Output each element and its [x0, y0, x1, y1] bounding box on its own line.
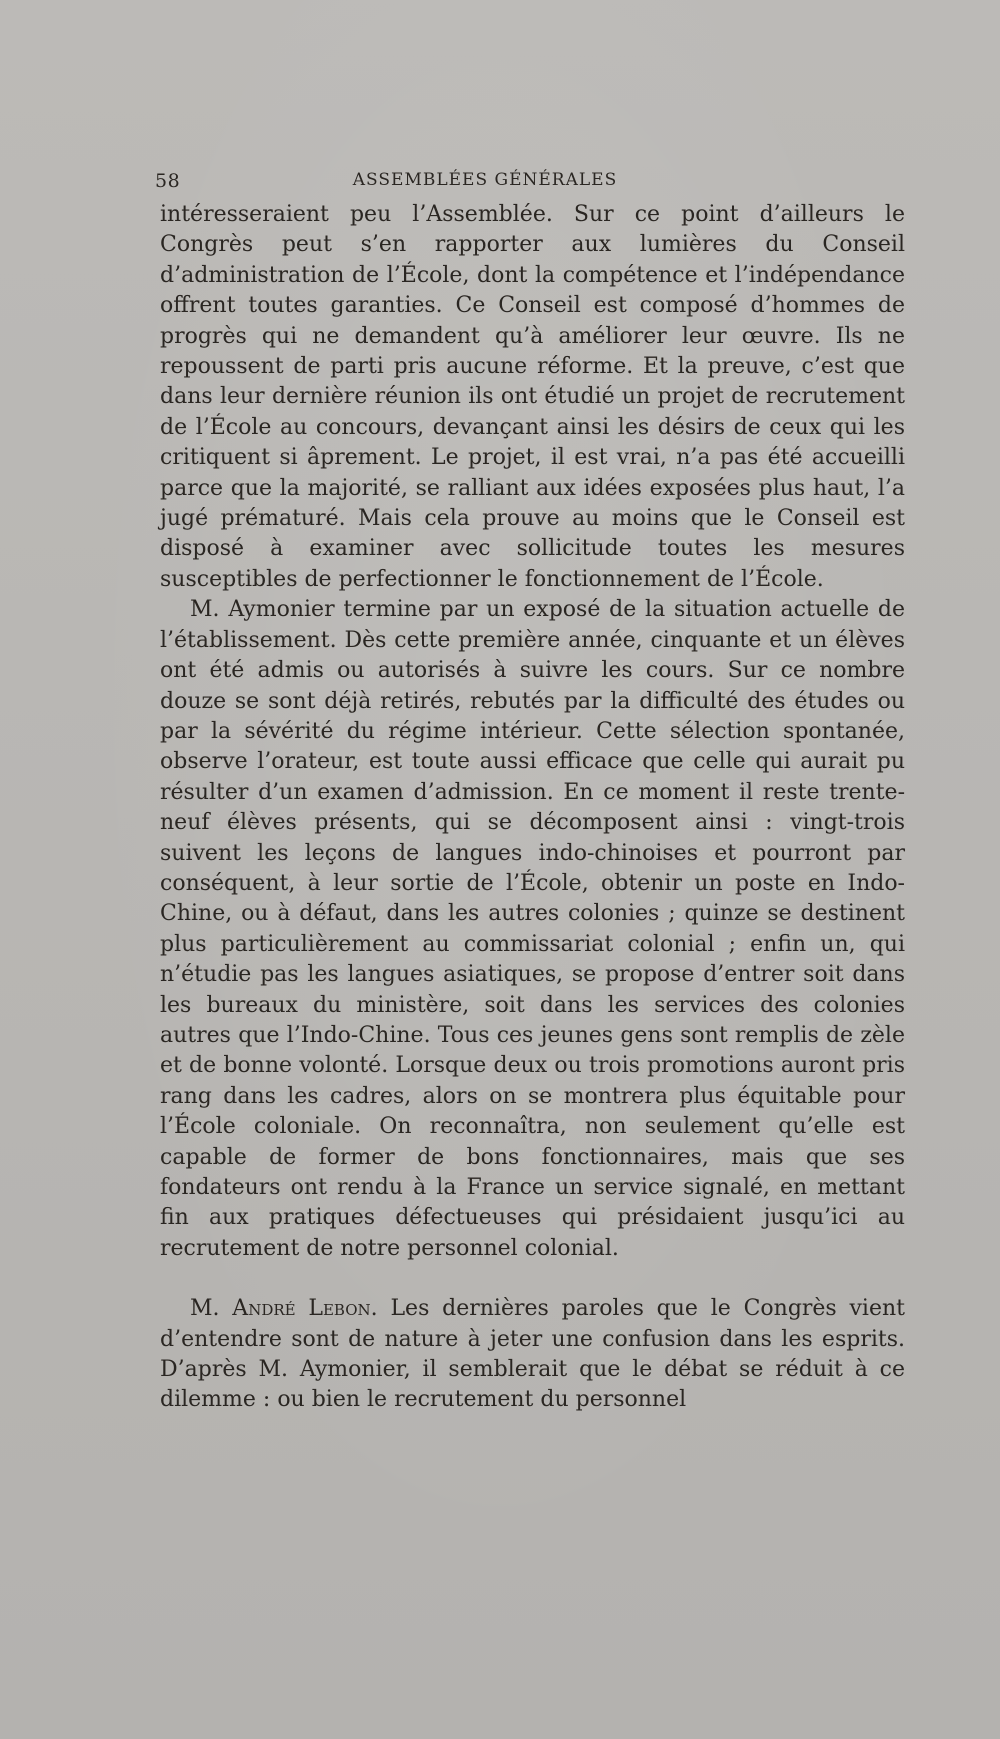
- running-head: [155, 170, 815, 194]
- paragraph-2: M. Aymonier termine par un exposé de la situation actuelle de l’établissement. Dès cette première année, cinquante et un élèves ont été admis ou autorisés à suivre les cours. Sur ce nombre douze se sont déjà retirés, rebutés par la difficulté des études ou par la sévérité du régime intérieur. Cette sélection spontanée, observe l’orateur, est toute aussi efficace que celle qui aurait pu résulter d’un examen d’admission. En ce moment il reste trente-neuf élèves présents, qui se décomposent ainsi : vingt-trois suivent les leçons de langues indo-chinoises et pourront par conséquent, à leur sortie de l’École, obtenir un poste en Indo-Chine, ou à défaut, dans les autres colonies ; quinze se destinent plus particulièrement au commissariat colonial ; enfin un, qui n’étudie pas les langues asiatiques, se propose d’entrer soit dans les bureaux du ministère, soit dans les services des colonies autres que l’Indo-Chine. Tous ces jeunes gens sont remplis de zèle et de bonne volonté. Lorsque deux ou trois promotions auront pris rang dans les cadres, alors on se montrera plus équitable pour l’École coloniale. On reconnaîtra, non seulement qu’elle est capable de former de bons fonctionnaires, mais que ses fondateurs ont rendu à la France un service signalé, en mettant fin aux pratiques défectueuses qui présidaient jusqu’ici au recrutement de notre personnel colonial.: [160, 597, 905, 1261]
- page-number: 58: [155, 170, 181, 192]
- running-title: ASSEMBLÉES GÉNÉRALES: [352, 170, 618, 190]
- paragraph-1: intéresseraient peu l’Assemblée. Sur ce point d’ailleurs le Congrès peut s’en rapporter aux lumières du Conseil d’administration de l’École, dont la compétence et l’indépendance offrent toutes garanties. Ce Conseil est composé d’hommes de progrès qui ne demandent qu’à améliorer leur œuvre. Ils ne repoussent de parti pris aucune réforme. Et la preuve, c’est que dans leur dernière réunion ils ont étudié un projet de recrutement de l’École au concours, devançant ainsi les désirs de ceux qui les critiquent si âprement. Le projet, il est vrai, n’a pas été accueilli parce que la majorité, se ralliant aux idées exposées plus haut, l’a jugé prématuré. Mais cela prouve au moins que le Conseil est disposé à examiner avec sollicitude toutes les mesures susceptibles de perfectionner le fonctionnement de l’École.: [160, 202, 905, 592]
- paragraph-3: [160, 1294, 905, 1416]
- body-text: [160, 200, 905, 1416]
- paragraph-3-text: Les dernières paroles que le Congrès vient d’entendre sont de nature à jeter une confusion dans les esprits. D’après M. Aymonier, il semblerait que le débat se réduit à ce dilemme : ou bien le recrutement du personnel: [160, 1296, 905, 1413]
- speaker-name: M. André Lebon.: [190, 1296, 378, 1322]
